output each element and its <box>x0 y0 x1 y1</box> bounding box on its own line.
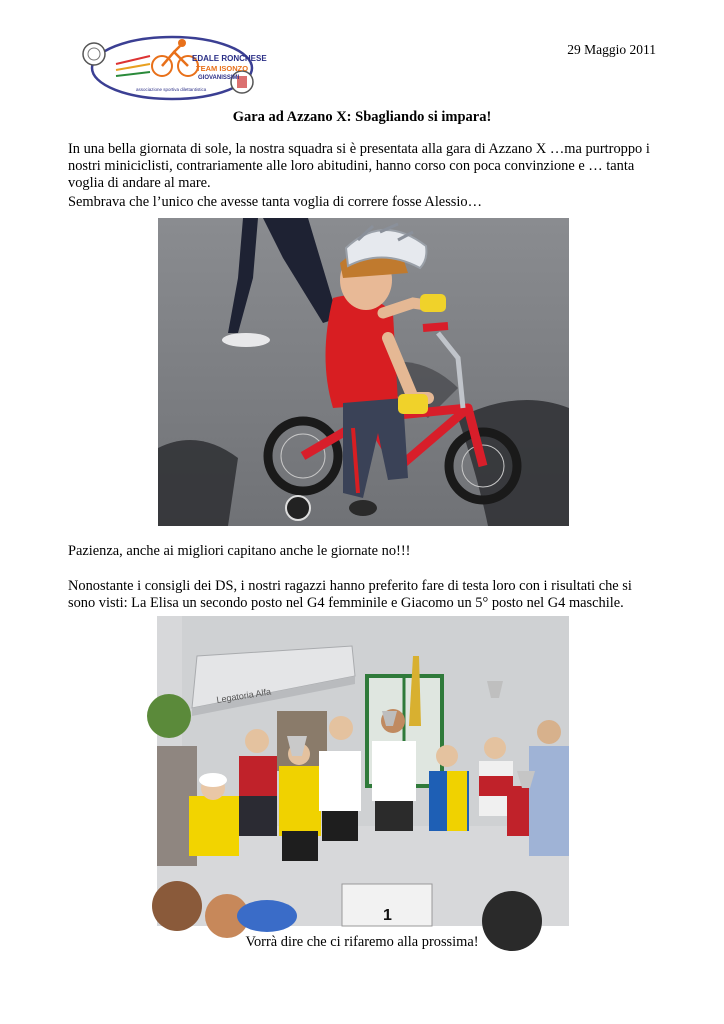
article-title: Gara ad Azzano X: Sbagliando si impara! <box>232 109 492 125</box>
paragraph-results: Nonostante i consigli dei DS, i nostri ragazzi hanno preferito fare di testa loro con i risultati che si sono visti: La Elisa un secondo posto nel G4 femminile e Giacomo un 5° posto nel G4 maschile. <box>68 578 632 612</box>
paragraph-patience: Pazienza, anche ai migliori capitano anche le giornate no!!! <box>68 543 411 559</box>
logo-line1: EDALE RONCHESE <box>192 54 267 63</box>
podium-number: 1 <box>383 907 392 924</box>
logo-line3: GIOVANISSIMI <box>198 75 240 81</box>
document-date: 29 Maggio 2011 <box>567 42 656 57</box>
photo-podium <box>157 616 569 926</box>
logo-line2: TEAM ISONZO <box>196 64 249 73</box>
paragraph-intro: In una bella giornata di sole, la nostra squadra si è presentata alla gara di Azzano X …ma purtroppo i nostri miniciclisti, contrariamente alle loro abitudini, hanno corso con poca convinzione e … tanta voglia di andare al mare. <box>68 141 650 192</box>
paragraph-alessio: Sembrava che l’unico che avesse tanta voglia di correre fosse Alessio… <box>68 194 482 210</box>
logo-line4: associazione sportiva dilettantistica <box>136 87 207 92</box>
closing-line: Vorrà dire che ci rifaremo alla prossima! <box>245 934 479 950</box>
photo-sign-text: Legatoria Alfa <box>215 686 272 705</box>
club-logo <box>80 34 267 102</box>
photo-child-on-bicycle <box>158 218 569 526</box>
